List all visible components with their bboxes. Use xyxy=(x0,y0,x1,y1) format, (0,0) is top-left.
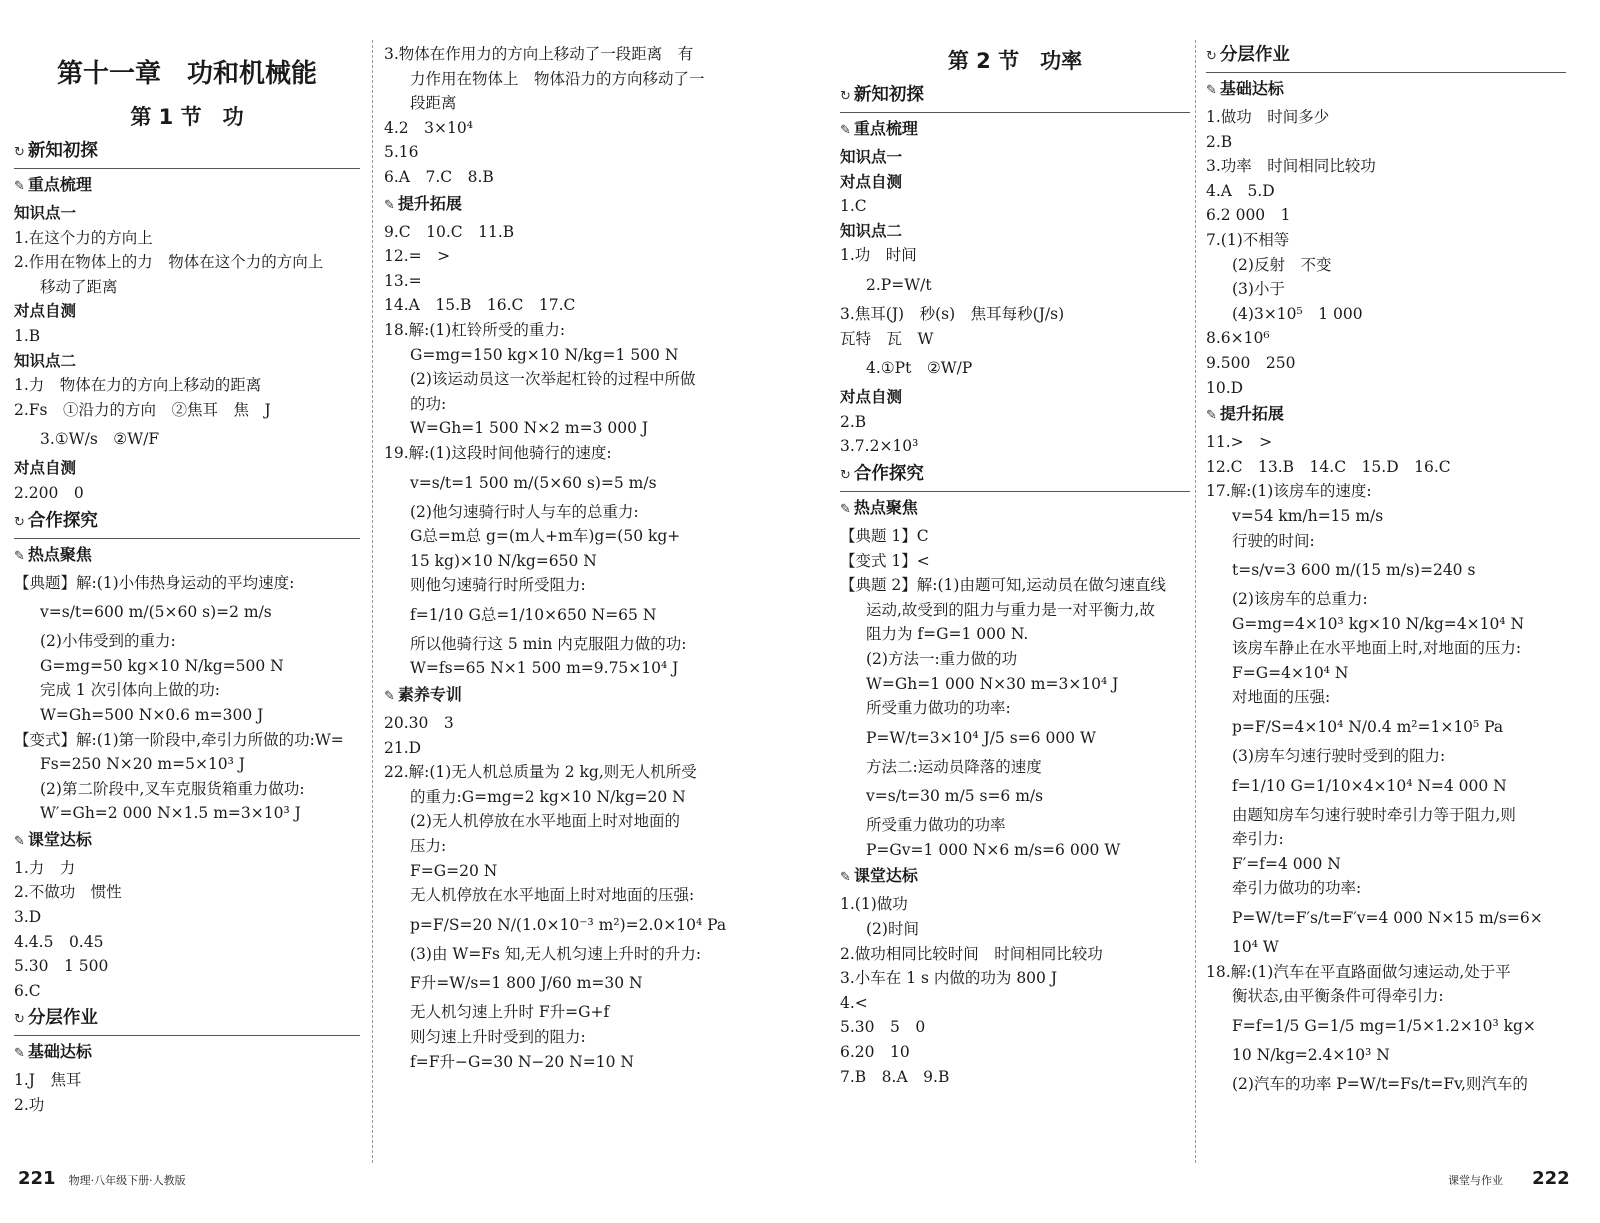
pencil-icon: ✎ xyxy=(14,833,25,849)
subsection-heading xyxy=(384,681,744,711)
footer-note-left: 物理·八年级下册·人教版 xyxy=(68,1174,186,1187)
answer-line: 2.不做功 惯性 xyxy=(14,883,122,902)
right-column-2 xyxy=(1206,40,1566,1101)
subsection-heading xyxy=(14,171,360,201)
subsection-heading xyxy=(14,541,360,571)
answer-line: 4.< xyxy=(840,993,868,1012)
answer-line: (2)第二阶段中,叉车克服货箱重力做功: xyxy=(40,779,305,798)
answer-line: 19.解:(1)这段时间他骑行的速度: xyxy=(384,443,612,462)
pencil-icon: ✎ xyxy=(840,123,851,138)
formula-line: v=s/t=600 m/(5×60 s)=2 m/s xyxy=(40,603,272,622)
knowledge-point-label: 对点自测 xyxy=(840,172,903,191)
answer-line: 5.30 1 500 xyxy=(14,957,109,976)
subsection-heading xyxy=(840,115,1190,145)
pencil-icon: ✎ xyxy=(14,179,25,194)
answer-line: 的功: xyxy=(410,394,447,413)
answer-line: 13.= xyxy=(384,271,422,290)
answer-line: 4.4.5 0.45 xyxy=(14,932,104,951)
answer-line: 17.解:(1)该房车的速度: xyxy=(1206,482,1372,501)
answer-line: 所受重力做功的功率: xyxy=(866,699,1011,718)
knowledge-point-label: 知识点一 xyxy=(14,204,77,222)
subsection-heading-text: 课堂达标 xyxy=(853,866,918,886)
formula-line: f=1/10 G=1/10×4×10⁴ N=4 000 N xyxy=(1232,776,1507,795)
section-heading xyxy=(14,506,360,539)
answer-line: 5.30 5 0 xyxy=(840,1018,926,1037)
answer-line: 12.= > xyxy=(384,247,451,266)
answer-line: 5.16 xyxy=(384,143,419,162)
answer-line: 2.Fs ①沿力的方向 ②焦耳 焦 J xyxy=(14,400,271,419)
answer-line: 1.J 焦耳 xyxy=(14,1071,82,1090)
answer-line: 1.B xyxy=(14,326,41,345)
formula-line: 3.①W/s ②W/F xyxy=(40,430,160,449)
pencil-icon: ✎ xyxy=(1206,408,1217,424)
answer-line: 1.做功 时间多少 xyxy=(1206,108,1330,126)
answer-line: 则他匀速骑行时所受阻力: xyxy=(410,576,586,595)
answer-line: 1.功 时间 xyxy=(840,246,917,265)
answer-line: 2.做功相同比较时间 时间相同比较功 xyxy=(840,944,1103,963)
section-title-1: 第 1 节 功 xyxy=(130,105,244,129)
answer-line: 9.500 250 xyxy=(1206,353,1296,372)
answer-line: G=mg=4×10³ kg×10 N/kg=4×10⁴ N xyxy=(1232,614,1525,633)
subsection-heading-text: 重点梳理 xyxy=(853,119,918,138)
answer-line: W=Gh=500 N×0.6 m=300 J xyxy=(40,705,264,724)
answer-line: 2.B xyxy=(1206,132,1233,151)
subsection-heading-text: 课堂达标 xyxy=(27,829,92,849)
subsection-heading-text: 提升拓展 xyxy=(397,193,462,213)
answer-line: W=Gh=1 500 N×2 m=3 000 J xyxy=(410,419,649,438)
column-divider-left xyxy=(372,40,373,1163)
subsection-heading xyxy=(840,862,1190,892)
answer-line: 3.7.2×10³ xyxy=(840,437,919,456)
chapter-title: 第十一章 功和机械能 xyxy=(56,59,317,89)
column-3-content xyxy=(840,80,1190,1089)
answer-line: 2.B xyxy=(840,412,867,431)
subsection-heading xyxy=(384,190,744,220)
answer-line: 牵引力做功的功率: xyxy=(1232,879,1362,898)
left-column-2 xyxy=(384,42,744,1074)
page-number-right: 222 xyxy=(1532,1168,1570,1189)
answer-line: 行驶的时间: xyxy=(1232,531,1315,550)
page-number-left: 221 xyxy=(18,1168,56,1189)
answer-line: 3.功率 时间相同比较功 xyxy=(1206,157,1376,176)
answer-line: 7.B 8.A 9.B xyxy=(840,1067,950,1086)
subsection-heading-text: 热点聚焦 xyxy=(853,497,918,517)
pencil-icon: ✎ xyxy=(840,870,851,886)
answer-line: 1.在这个力的方向上 xyxy=(14,228,153,247)
answer-line: 2.200 0 xyxy=(14,483,84,502)
subsection-heading xyxy=(14,1038,360,1068)
subsection-heading-text: 素养专训 xyxy=(397,685,462,705)
section-heading-text: 新知初探 xyxy=(853,85,924,105)
answer-line: (3)由 W=Fs 知,无人机匀速上升时的升力: xyxy=(410,944,702,963)
answer-line: 阻力为 f=G=1 000 N. xyxy=(866,625,1029,644)
answer-line: 段距离 xyxy=(410,94,457,113)
answer-line: 瓦特 瓦 W xyxy=(840,329,934,348)
answer-line: 压力: xyxy=(410,837,447,856)
subsection-heading-text: 基础达标 xyxy=(1219,79,1284,98)
answer-line: F=G=20 N xyxy=(410,861,498,880)
answer-line: 【典题】解:(1)小伟热身运动的平均速度: xyxy=(14,573,295,592)
answer-line: 10 N/kg=2.4×10³ N xyxy=(1232,1045,1390,1064)
subsection-heading xyxy=(1206,75,1566,105)
answer-line: (2)该运动员这一次举起杠铃的过程中所做 xyxy=(410,370,696,389)
subsection-heading-text: 提升拓展 xyxy=(1219,404,1284,424)
subsection-heading-text: 重点梳理 xyxy=(27,175,92,194)
answer-line: 20.30 3 xyxy=(384,714,454,733)
subsection-heading xyxy=(1206,400,1566,430)
pencil-icon: ✎ xyxy=(840,501,851,517)
answer-line: 3.小车在 1 s 内做的功为 800 J xyxy=(840,969,1058,988)
formula-line: v=s/t=1 500 m/(5×60 s)=5 m/s xyxy=(410,473,657,492)
section-heading xyxy=(840,459,1190,492)
answer-line: 18.解:(1)杠铃所受的重力: xyxy=(384,320,566,339)
answer-line: 11.> > xyxy=(1206,433,1273,452)
answer-line: 1.(1)做功 xyxy=(840,895,908,914)
column-1-content xyxy=(14,136,360,1118)
formula-line: 4.①Pt ②W/P xyxy=(866,359,973,378)
answer-line: f=F升−G=30 N−20 N=10 N xyxy=(410,1052,634,1071)
formula-line: p=F/S=4×10⁴ N/0.4 m²=1×10⁵ Pa xyxy=(1232,718,1504,737)
answer-line: 1.力 力 xyxy=(14,858,76,877)
answer-line: (2)无人机停放在水平地面上时对地面的 xyxy=(410,812,680,831)
answer-line: 9.C 10.C 11.B xyxy=(384,222,515,241)
knowledge-point-label: 知识点二 xyxy=(840,221,903,240)
answer-line: G=mg=50 kg×10 N/kg=500 N xyxy=(40,656,284,675)
formula-line: t=s/v=3 600 m/(15 m/s)=240 s xyxy=(1232,561,1476,580)
section-heading-text: 合作探究 xyxy=(27,510,98,531)
answer-line: 无人机匀速上升时 F升=G+f xyxy=(410,1003,610,1022)
answer-line: 4.2 3×10⁴ xyxy=(384,118,473,137)
left-footer xyxy=(18,1168,186,1189)
answer-line: G=mg=150 kg×10 N/kg=1 500 N xyxy=(410,345,679,364)
answer-line: 衡状态,由平衡条件可得牵引力: xyxy=(1232,987,1444,1006)
formula-line: f=1/10 G总=1/10×650 N=65 N xyxy=(410,605,657,624)
answer-line: 无人机停放在水平地面上时对地面的压强: xyxy=(410,886,695,905)
answer-line: 对地面的压强: xyxy=(1232,688,1331,707)
refresh-icon: ↻ xyxy=(14,145,25,160)
answer-line: 15 kg)×10 N/kg=650 N xyxy=(410,551,597,570)
answer-line: 6.A 7.C 8.B xyxy=(384,167,494,186)
answer-line: 则匀速上升时受到的阻力: xyxy=(410,1028,586,1046)
answer-line: 所以他骑行这 5 min 内克服阻力做的功: xyxy=(410,634,687,653)
pencil-icon: ✎ xyxy=(1206,83,1217,98)
answer-line: 【典题 1】C xyxy=(840,526,929,545)
pencil-icon: ✎ xyxy=(14,1046,25,1062)
answer-line: 14.A 15.B 16.C 17.C xyxy=(384,296,576,315)
answer-line: 8.6×10⁶ xyxy=(1206,329,1270,348)
answer-line: 牵引力: xyxy=(1232,830,1284,849)
answer-line: W=fs=65 N×1 500 m=9.75×10⁴ J xyxy=(410,659,679,678)
refresh-icon: ↻ xyxy=(14,514,25,530)
pencil-icon: ✎ xyxy=(14,548,25,564)
knowledge-point-label: 对点自测 xyxy=(840,388,903,407)
refresh-icon: ↻ xyxy=(840,467,851,483)
answer-line: v=54 km/h=15 m/s xyxy=(1232,506,1384,525)
answer-line: 方法二:运动员降落的速度 xyxy=(866,757,1042,776)
answer-line: 由题知房车匀速行驶时牵引力等于阻力,则 xyxy=(1232,805,1516,824)
answer-line: 3.焦耳(J) 秒(s) 焦耳每秒(J/s) xyxy=(840,304,1065,323)
section-heading-text: 合作探究 xyxy=(853,463,924,484)
answer-line: 6.C xyxy=(14,981,41,1000)
answer-line: F′=f=4 000 N xyxy=(1232,854,1341,873)
answer-line: 22.解:(1)无人机总质量为 2 kg,则无人机所受 xyxy=(384,763,697,782)
answer-line: W′=Gh=2 000 N×1.5 m=3×10³ J xyxy=(40,804,301,823)
formula-line: p=F/S=20 N/(1.0×10⁻³ m²)=2.0×10⁴ Pa xyxy=(410,915,727,934)
subsection-heading-text: 热点聚焦 xyxy=(27,544,92,564)
knowledge-point-label: 知识点一 xyxy=(840,148,903,166)
right-footer xyxy=(1440,1168,1570,1189)
answer-line: 的重力:G=mg=2 kg×10 N/kg=20 N xyxy=(410,787,686,806)
section-heading-text: 新知初探 xyxy=(27,141,98,161)
answer-line: 【变式】解:(1)第一阶段中,牵引力所做的功:W= xyxy=(14,730,344,749)
formula-line: 2.P=W/t xyxy=(866,275,932,294)
answer-line: (2)他匀速骑行时人与车的总重力: xyxy=(410,502,639,521)
answer-line: 1.力 物体在力的方向上移动的距离 xyxy=(14,376,262,395)
answer-line: 2.功 xyxy=(14,1096,45,1115)
section-heading xyxy=(1206,40,1566,73)
answer-line: P=Gv=1 000 N×6 m/s=6 000 W xyxy=(866,840,1121,859)
column-divider-right xyxy=(1195,40,1196,1163)
knowledge-point-label: 对点自测 xyxy=(14,459,77,478)
answer-line: 完成 1 次引体向上做的功: xyxy=(40,681,220,700)
pencil-icon: ✎ xyxy=(384,197,395,213)
answer-line: W=Gh=1 000 N×30 m=3×10⁴ J xyxy=(866,674,1119,693)
answer-line: (2)反射 不变 xyxy=(1232,255,1332,274)
answer-line: (2)方法一:重力做的功 xyxy=(866,649,1018,668)
answer-line: 力作用在物体上 物体沿力的方向移动了一 xyxy=(410,69,705,88)
formula-line: F=f=1/5 G=1/5 mg=1/5×1.2×10³ kg× xyxy=(1232,1016,1536,1035)
column-2-content xyxy=(384,42,744,1074)
answer-line: (4)3×10⁵ 1 000 xyxy=(1232,304,1363,323)
subsection-heading xyxy=(840,494,1190,524)
pencil-icon: ✎ xyxy=(384,689,395,705)
answer-line: 【变式 1】< xyxy=(840,551,930,570)
formula-line: P=W/t=3×10⁴ J/5 s=6 000 W xyxy=(866,728,1096,747)
answer-line: 12.C 13.B 14.C 15.D 16.C xyxy=(1206,457,1451,476)
answer-line: (3)房车匀速行驶时受到的阻力: xyxy=(1232,747,1446,766)
answer-line: G总=m总 g=(m人+m车)g=(50 kg+ xyxy=(410,527,681,546)
formula-line: (2)汽车的功率 P=W/t=Fs/t=Fv,则汽车的 xyxy=(1232,1075,1528,1094)
section-title-2: 第 2 节 功率 xyxy=(947,49,1083,73)
answer-line: (2)时间 xyxy=(866,920,919,939)
answer-line: (3)小于 xyxy=(1232,280,1285,299)
answer-line: 18.解:(1)汽车在平直路面做匀速运动,处于平 xyxy=(1206,962,1511,981)
answer-line: 该房车静止在水平地面上时,对地面的压力: xyxy=(1232,639,1522,658)
answer-line: 移动了距离 xyxy=(40,277,118,296)
answer-line: 10⁴ W xyxy=(1232,938,1279,957)
section-heading-text: 分层作业 xyxy=(1219,45,1290,65)
answer-line: 10.D xyxy=(1206,378,1244,397)
answer-line: 4.A 5.D xyxy=(1206,181,1275,200)
section-heading-text: 分层作业 xyxy=(27,1008,98,1029)
knowledge-point-label: 知识点二 xyxy=(14,351,77,370)
refresh-icon: ↻ xyxy=(840,89,851,104)
section-heading xyxy=(14,136,360,169)
answer-line: 3.D xyxy=(14,908,42,927)
answer-line: 21.D xyxy=(384,738,422,757)
column-4-content xyxy=(1206,40,1566,1101)
answer-line: 6.20 10 xyxy=(840,1043,910,1062)
footer-note-right: 课堂与作业 xyxy=(1448,1174,1503,1187)
answer-line: 运动,故受到的阻力与重力是一对平衡力,故 xyxy=(866,600,1155,619)
answer-line: 2.作用在物体上的力 物体在这个力的方向上 xyxy=(14,253,324,272)
knowledge-point-label: 对点自测 xyxy=(14,302,77,321)
answer-line: Fs=250 N×20 m=5×10³ J xyxy=(40,755,246,774)
answer-line: (2)小伟受到的重力: xyxy=(40,632,176,651)
subsection-heading xyxy=(14,826,360,856)
section-heading xyxy=(14,1003,360,1036)
answer-line: 所受重力做功的功率 xyxy=(866,816,1006,835)
refresh-icon: ↻ xyxy=(1206,49,1217,64)
answer-line: 6.2 000 1 xyxy=(1206,206,1291,225)
left-column-1 xyxy=(14,40,360,1118)
answer-line: 【典题 2】解:(1)由题可知,运动员在做匀速直线 xyxy=(840,576,1166,595)
right-column-1 xyxy=(840,40,1190,1089)
section-heading xyxy=(840,80,1190,113)
formula-line: F升=W/s=1 800 J/60 m=30 N xyxy=(410,974,643,993)
answer-line: 3.物体在作用力的方向上移动了一段距离 有 xyxy=(384,45,694,63)
answer-line: (2)该房车的总重力: xyxy=(1232,590,1368,609)
formula-line: v=s/t=30 m/5 s=6 m/s xyxy=(866,787,1044,806)
answer-line: 1.C xyxy=(840,197,867,216)
formula-line: P=W/t=F′s/t=F′v=4 000 N×15 m/s=6× xyxy=(1232,909,1543,928)
answer-line: 7.(1)不相等 xyxy=(1206,230,1290,249)
refresh-icon: ↻ xyxy=(14,1012,25,1028)
answer-line: F=G=4×10⁴ N xyxy=(1232,663,1349,682)
subsection-heading-text: 基础达标 xyxy=(27,1042,92,1062)
